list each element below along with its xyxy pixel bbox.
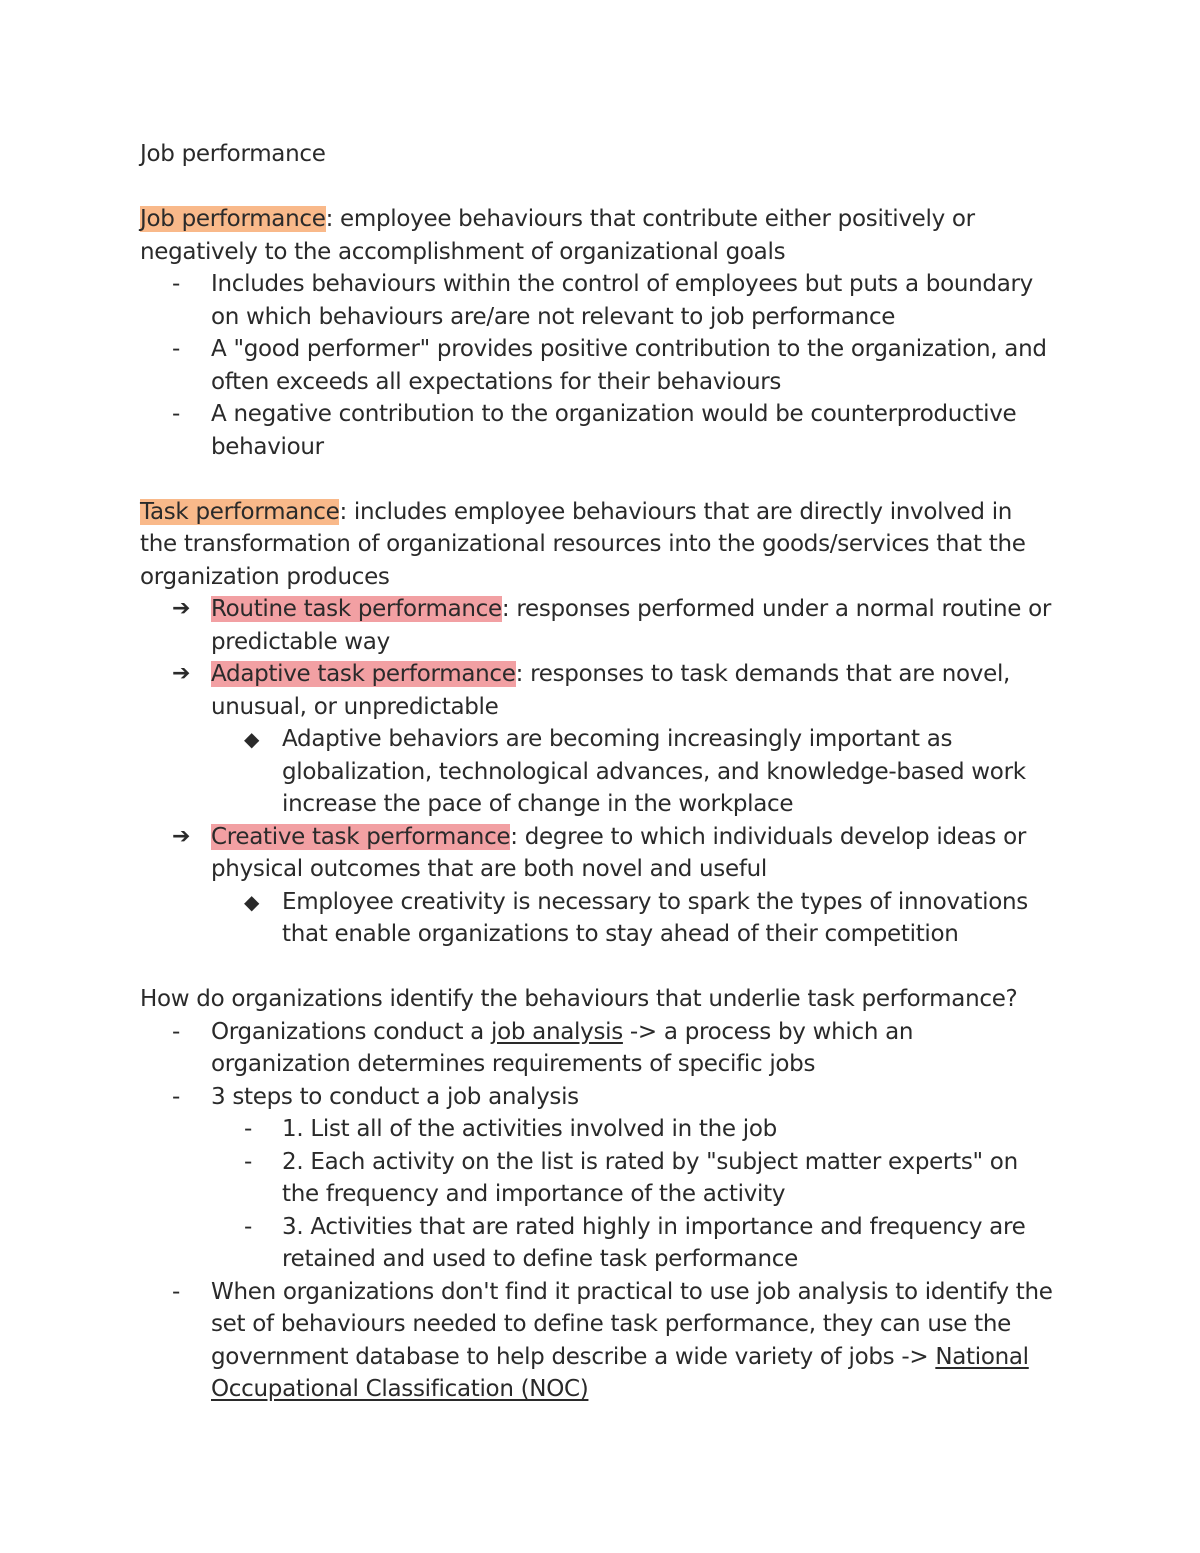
job-performance-definition [140, 203, 1055, 268]
list-item-text: A negative contribution to the organization would be counterproductive behaviour [211, 401, 1017, 460]
dash-marker: - [172, 336, 180, 362]
job-analysis-link: job analysis [491, 1018, 623, 1045]
list-item [140, 1276, 1055, 1406]
dash-marker: - [172, 401, 180, 427]
list-item-text: -> a process by which an organization determines requirements of specific jobs [211, 1018, 914, 1077]
job-analysis-question: How do organizations identify the behaviours that underlie task performance? [140, 986, 1018, 1012]
list-item-routine [140, 593, 1055, 658]
list-item-text: Includes behaviours within the control of employees but puts a boundary on which behaviours are/are not relevant to job performance [211, 271, 1033, 330]
sub-list-item-text: 1. List all of the activities involved in the job [282, 1116, 777, 1142]
spacer [140, 463, 1055, 496]
term-job-performance: Job performance [140, 206, 326, 232]
spacer [140, 171, 1055, 204]
dash-marker: - [244, 1213, 252, 1240]
term-creative-task-performance: Creative task performance [211, 823, 511, 850]
sub-list-item-text: Adaptive behaviors are becoming increasingly important as globalization, technological advances, and knowledge-based work increase the pace of change in the workplace [282, 726, 1026, 817]
sub-list-item [140, 886, 1055, 951]
document-page [140, 138, 1055, 1406]
page-title: Job performance [140, 141, 326, 167]
list-item-text: 3 steps to conduct a job analysis [211, 1083, 579, 1110]
definition-text: : responses to task demands that are novel, unusual, or unpredictable [211, 661, 1011, 720]
list-item-text: Organizations conduct a [211, 1018, 491, 1045]
list-item [140, 1081, 1055, 1114]
definition-text: : employee behaviours that contribute either positively or negatively to the accomplishment of organizational goals [140, 206, 975, 265]
term-adaptive-task-performance: Adaptive task performance [211, 661, 516, 687]
sub-list-item-text: Employee creativity is necessary to spark the types of innovations that enable organizations to stay ahead of their competition [282, 888, 1028, 947]
definition-text: : includes employee behaviours that are directly involved in the transformation of organizational resources into the goods/services that the organization produces [140, 498, 1026, 590]
dash-marker: - [244, 1116, 252, 1142]
diamond-icon: ◆ [244, 889, 260, 914]
list-item-creative [140, 821, 1055, 886]
list-item [140, 1016, 1055, 1081]
sub-list-item [140, 723, 1055, 821]
noc-link: National Occupational Classification (NOC) [211, 1343, 1029, 1402]
definition-text: : responses performed under a normal routine or predictable way [211, 596, 1052, 655]
task-performance-definition [140, 496, 1055, 594]
list-item-text: A "good performer" provides positive contribution to the organization, and often exceeds all expectations for their behaviours [211, 336, 1047, 395]
term-task-performance: Task performance [140, 498, 340, 525]
sub-list-item-text: 2. Each activity on the list is rated by "subject matter experts" on the frequency and importance of the activity [282, 1148, 1018, 1207]
diamond-icon: ◆ [244, 727, 260, 751]
dash-marker: - [172, 271, 180, 297]
dash-marker: - [172, 1083, 180, 1110]
arrow-icon: ➔ [172, 823, 191, 849]
dash-marker: - [172, 1278, 180, 1305]
definition-text: : degree to which individuals develop ideas or physical outcomes that are both novel and useful [211, 823, 1027, 882]
spacer [140, 951, 1055, 984]
term-routine-task-performance: Routine task performance [211, 596, 502, 622]
arrow-icon: ➔ [172, 661, 191, 686]
sub-list-item [140, 1113, 1055, 1146]
dash-marker: - [244, 1148, 252, 1175]
list-item-adaptive [140, 658, 1055, 723]
sub-list-item [140, 1211, 1055, 1276]
list-item-text: When organizations don't find it practical to use job analysis to identify the set of behaviours needed to define task performance, they can use the government database to help describe a wide variety of jobs -> [211, 1278, 1053, 1370]
list-item [140, 398, 1055, 463]
list-item [140, 333, 1055, 398]
sub-list-item-text: 3. Activities that are rated highly in importance and frequency are retained and used to define task performance [282, 1213, 1026, 1272]
dash-marker: - [172, 1018, 180, 1045]
arrow-icon: ➔ [172, 596, 191, 621]
list-item [140, 268, 1055, 333]
sub-list-item [140, 1146, 1055, 1211]
